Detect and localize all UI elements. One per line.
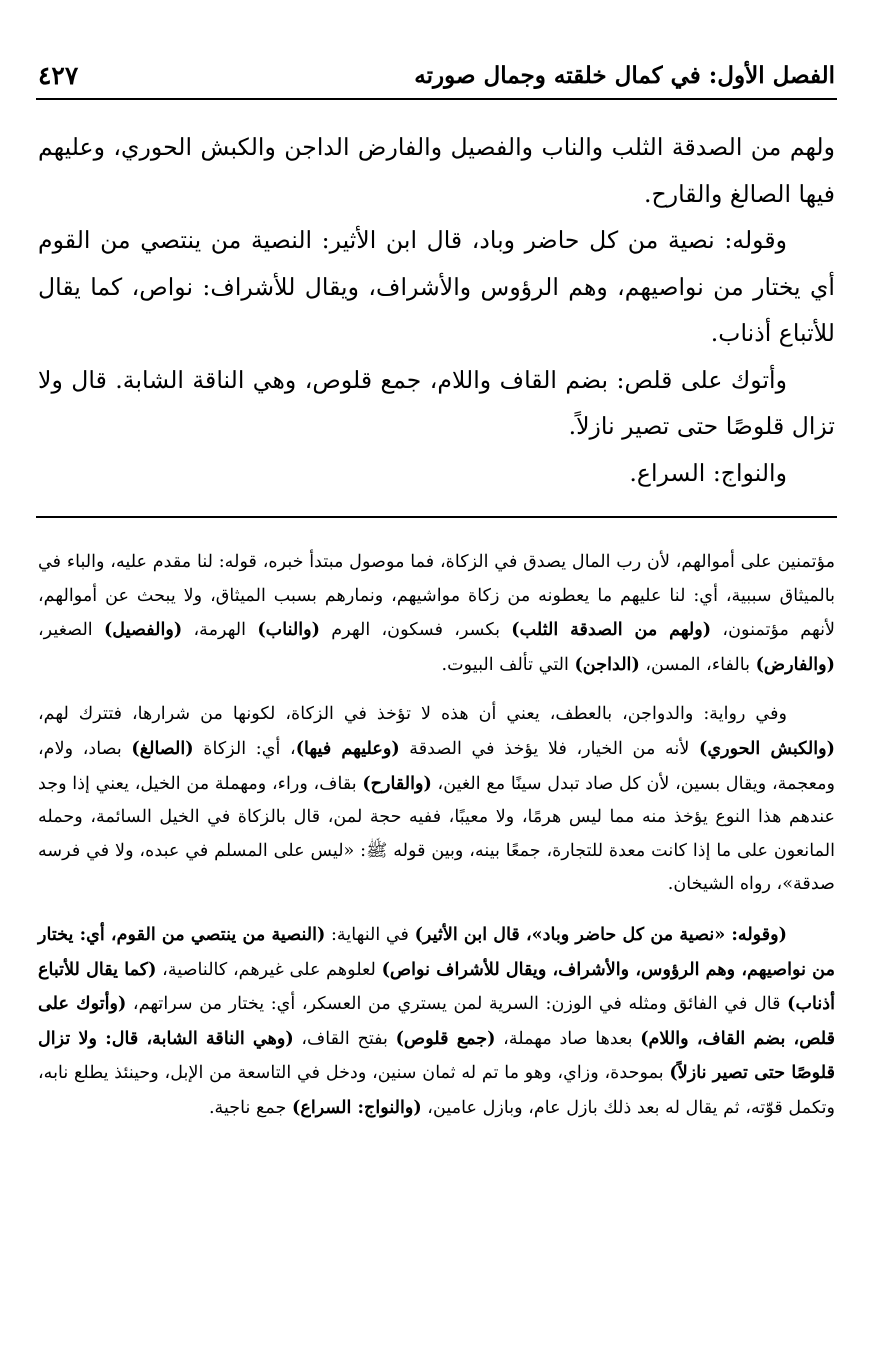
commentary-text: بعدها صاد مهملة، [495,1028,641,1049]
commentary-text: بكسر، فسكون، الهرم [319,620,512,641]
quoted-phrase: (وأتوك على قلص، بضم القاف، واللام) [38,993,836,1049]
header-rule [36,98,837,100]
commentary-text: بفتح القاف، [293,1028,396,1049]
page-header [38,0,835,98]
commentary-text: بصاد، ولام، ومعجمة، ويقال بسين، لأن كل صاد تبدل سينًا مع الغين، [38,738,835,794]
commentary-text: بقاف، وراء، ومهملة من الخيل، يعني إذا وجد عندهم هذا النوع يؤخذ منه مما ليس هرمًا، ولا معيبًا، ففيه حجة لمن، قال بالزكاة في الخيل السائمة، وحمله المانعون على ما إذا كانت معدة للتجارة، جمعًا بينه، وبين قوله ﷺ: «ليس على المسلم في عبده، ولا في فرسه صدقة»، رواه الشيخان. [38,773,835,895]
quoted-phrase: (وقوله: «نصية من كل حاضر وباد»، قال ابن الأثير) [414,923,787,945]
commentary-text: التي تألف البيوت. [441,654,575,675]
commentary-paragraph [38,918,835,1126]
commentary-text: وفي رواية: والدواجن، بالعطف، يعني أن هذه لا تؤخذ في الزكاة، لكونها من شرارها، فتترك لهم، [38,704,787,725]
main-paragraph: ولهم من الصدقة الثلب والناب والفصيل والفارض الداجن والكبش الحوري، وعليهم فيها الصالغ والقارح. [38,133,835,208]
main-paragraph: وأتوك على قلص: بضم القاف واللام، جمع قلوص، وهي الناقة الشابة. قال ولا تزال قلوصًا حتى تصير نازلاً. [38,365,835,440]
commentary-text: بموحدة، وزاي، وهو ما تم له ثمان سنين، ودخل في التاسعة من الإبل، وحينئذ يطلع نابه، وتكمل قوّته، ثم يقال له بعد ذلك بازل عام، وبازل عامين، [38,1063,835,1118]
quoted-phrase: (والفصيل) [103,619,183,641]
page-number: ٤٢٧ [38,61,79,90]
quoted-phrase: (والناب) [257,619,320,641]
commentary-text: الهرمة، [182,620,258,641]
commentary-paragraph [38,546,835,682]
commentary-text: لأنه من الخيار، فلا يؤخذ في الصدقة [399,738,699,759]
commentary-text: قال في الفائق ومثله في الوزن: السرية لمن يستري من العسكر، أي: يختار من سراتهم، [126,994,788,1015]
commentary-text: بالفاء، المسن، [639,654,756,675]
quoted-phrase: (وهي الناقة الشابة، قال: ولا تزال قلوصًا حتى تصير نازلاً) [38,1027,835,1084]
commentary-text: لعلوهم على غيرهم، كالناصية، [156,959,382,980]
quoted-phrase: (كما يقال للأتباع أذناب) [38,958,835,1015]
main-paragraph: والنواج: السراع. [629,458,787,487]
quoted-phrase: (والنواج: السراع) [292,1096,422,1118]
quoted-phrase: (وعليهم فيها) [295,737,400,759]
quoted-phrase: (جمع قلوص) [395,1027,496,1049]
chapter-title: الفصل الأول: في كمال خلقته وجمال صورته [414,62,835,90]
quoted-phrase: (والكبش الحوري) [699,737,835,759]
quoted-phrase: (النصية من ينتصي من القوم، أي: يختار من نواصيهم، وهم الرؤوس، والأشراف، ويقال للأشراف نواص) [38,923,835,980]
commentary-text: الصغير، [38,620,104,641]
quoted-phrase: (الداجن) [574,653,640,675]
quoted-phrase: (الصالغ) [131,737,194,759]
commentary-paragraph [38,698,835,902]
quoted-phrase: (والفارض) [755,653,835,675]
commentary-text: ، أي: الزكاة [193,738,296,759]
footnote-separator [36,516,837,518]
commentary-text: في النهاية: [325,924,415,945]
commentary [38,546,835,1126]
quoted-phrase: (ولهم من الصدقة الثلب) [511,619,712,641]
main-text [38,124,835,496]
commentary-text: مؤتمنين على أموالهم، لأن رب المال يصدق في الزكاة، فما موصول مبتدأ خبره، قوله: لنا مقدم عليه، والباء في بالميثاق سببية، أي: لنا عليهم ما يعطونه من زكاة مواشيهم، ونمارهم بسبب الميثاق، ولا يبحث عن أموالهم، لأنهم مؤتمنون، [38,552,835,641]
commentary-text: جمع ناجية. [208,1097,293,1118]
quoted-phrase: (والقارح) [362,772,432,794]
main-paragraph: وقوله: نصية من كل حاضر وباد، قال ابن الأثير: النصية من ينتصي من القوم أي يختار من نواصيهم، وهم الرؤوس والأشراف، ويقال للأشراف: نواص، كما يقال للأتباع أذناب. [38,226,835,347]
